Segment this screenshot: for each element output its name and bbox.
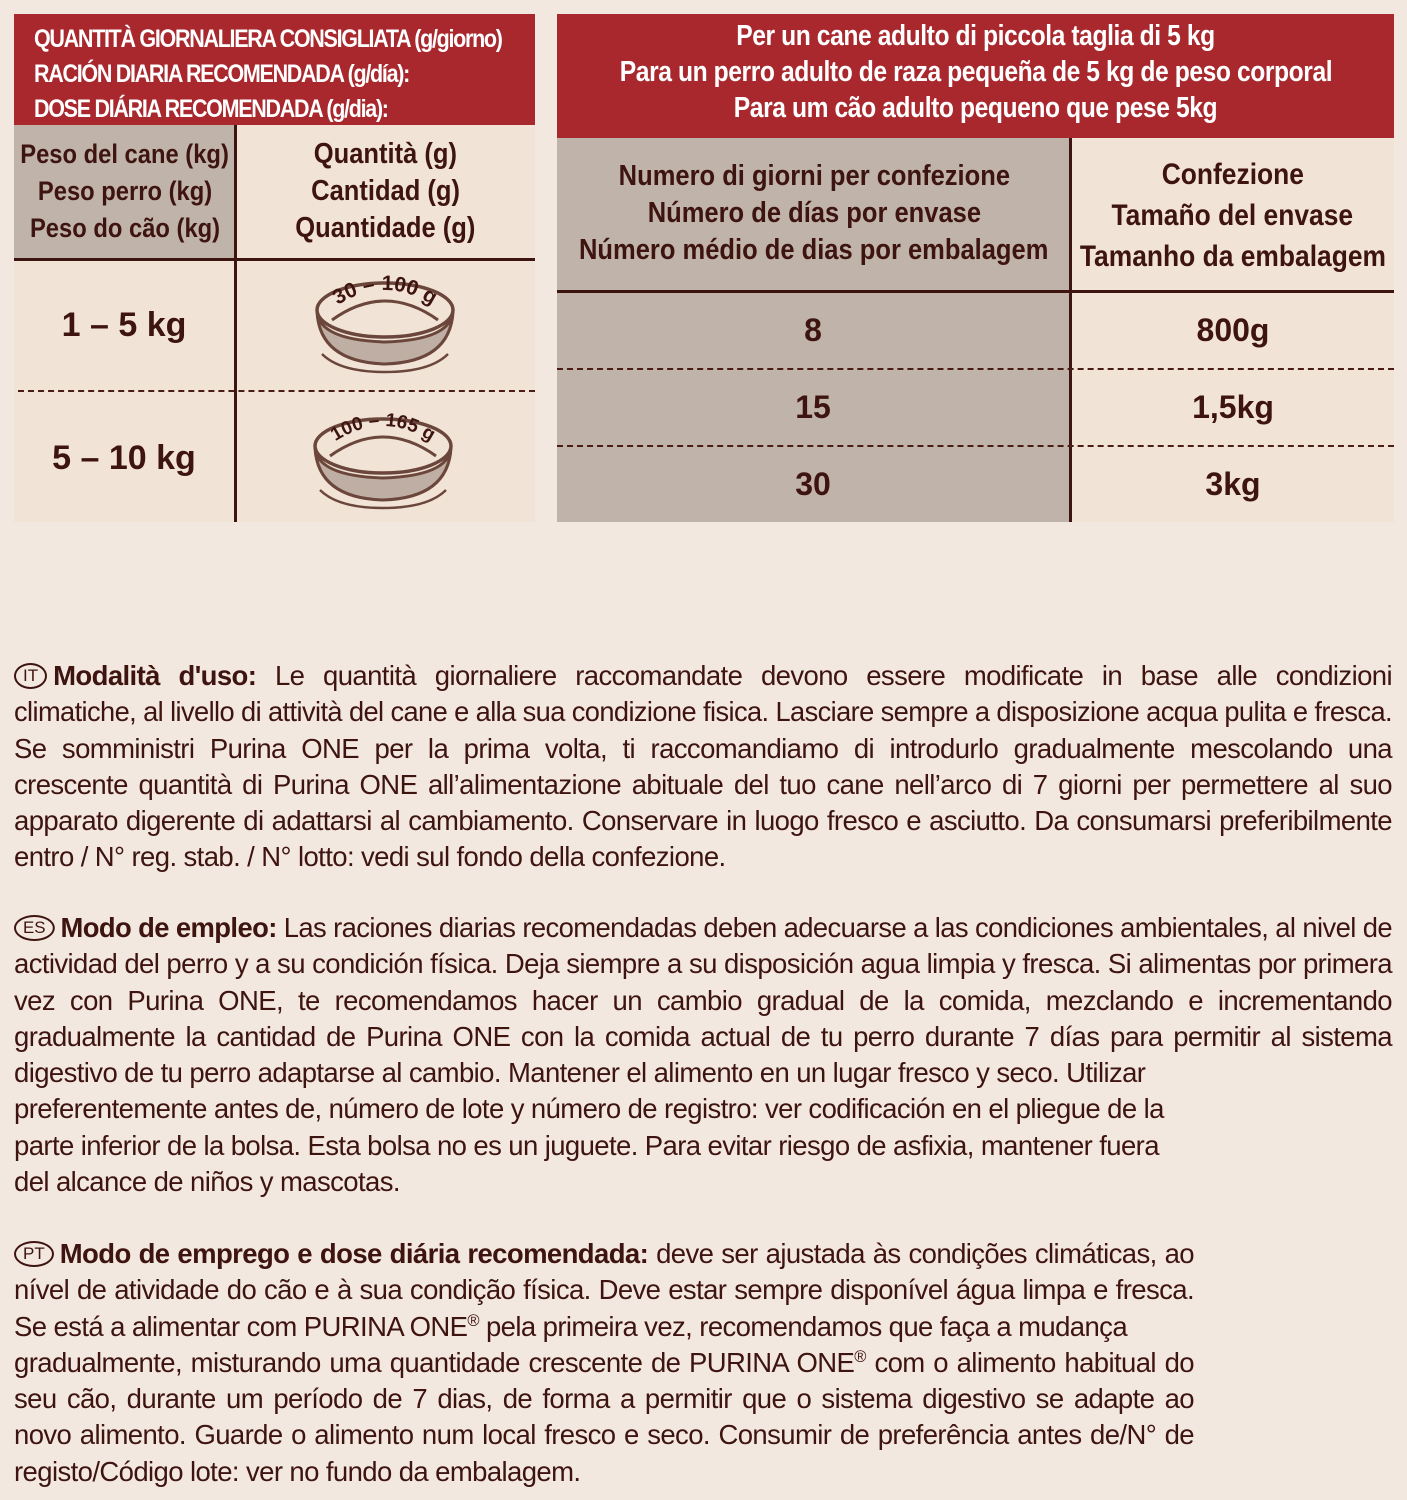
size-value-3: 3kg: [1205, 466, 1261, 502]
weight-column-header: [14, 125, 236, 258]
header-line: Número de días por envase: [647, 196, 981, 229]
header-line: Tamaño del envase: [1111, 198, 1354, 232]
section-it: [14, 658, 1392, 876]
language-badge-icon: ES: [14, 915, 55, 941]
days-value-2: 15: [795, 389, 831, 425]
size-column-header: [1071, 138, 1394, 292]
days-value-3: 30: [795, 466, 831, 502]
weight-range-2: 5 – 10 kg: [52, 438, 196, 477]
section-heading: Modo de empleo:: [60, 912, 277, 943]
header-divider: [14, 258, 535, 261]
title-line-pt: Para um cão adulto pequeno que pese 5kg: [733, 92, 1218, 124]
food-bowl-icon: [310, 272, 460, 382]
text-line: registo/Código lote: ver no fundo da embalagem.: [14, 1455, 581, 1487]
daily-ration-title: [14, 14, 535, 125]
size-value-1: 800g: [1196, 312, 1270, 348]
bowl-graphic: [308, 408, 458, 518]
bowl-amount-1: 30 – 100 g: [328, 272, 442, 310]
section-heading: Modo de emprego e dose diária recomendada:: [59, 1238, 649, 1269]
text-line: novo alimento. Guarde o alimento num local fresco e seco. Consumir de preferência antes de/N° de: [14, 1419, 1194, 1451]
section-text: Le quantità giornaliere raccomandate devono essere modificate in base alle condizioni: [256, 660, 1392, 691]
text-line: [14, 1236, 1194, 1272]
days-value-1: 8: [804, 312, 822, 348]
bowl-graphic: [310, 272, 460, 382]
title-line-es: RACIÓN DIARIA RECOMENDADA (g/día):: [34, 60, 409, 88]
header-line: Peso del cane (kg): [20, 139, 230, 169]
section-es: [14, 910, 1392, 1200]
amount-column-header: [236, 125, 535, 258]
column-divider: [234, 125, 237, 522]
bowl-amount-2: 100 – 165 g: [327, 409, 439, 446]
title-line-it: Per un cane adulto di piccola taglia di 5 kg: [736, 20, 1215, 52]
text-line: actividad del perro y a su condición física. Deja siempre a su disposición agua limpia y fresca. Si alimentas por primera: [14, 948, 1392, 980]
section-text: Las raciones diarias recomendadas deben adecuarse a las condiciones ambientales, al nivel de: [276, 912, 1393, 943]
section-pt: [14, 1236, 1392, 1490]
title-line-es: Para un perro adulto de raza pequeña de 5 kg de peso corporal: [619, 56, 1333, 88]
section-heading: Modalità d'uso:: [53, 660, 257, 691]
text-line: seu cão, durante um período de 7 dias, de forma a permitir que o sistema digestivo se adapte ao: [14, 1383, 1194, 1415]
text-line: Se está a alimentar com PURINA ONE® pela primeira vez, recomendamos que faça a mudança: [14, 1310, 1128, 1342]
days-column-header: [557, 138, 1071, 292]
text-line: del alcance de niños y mascotas.: [14, 1166, 400, 1198]
header-line: Número médio de dias por embalagem: [579, 233, 1049, 266]
weight-range-1: 1 – 5 kg: [61, 305, 187, 344]
text-line: [14, 910, 1392, 946]
text-line: [14, 658, 1392, 694]
title-line-pt: DOSE DIÁRIA RECOMENDADA (g/dia):: [34, 95, 388, 123]
text-line: gradualmente, misturando uma quantidade crescente de PURINA ONE® com o alimento habitual do: [14, 1346, 1194, 1378]
header-line: Peso do cão (kg): [29, 213, 221, 243]
row-divider: [18, 390, 535, 392]
text-line: crescente quantità di Purina ONE all’alimentazione abituale del tuo cane nell’arco di 7 giorni per permettere al suo: [14, 768, 1392, 800]
text-line: climatiche, al livello di attività del cane e alla sua condizione fisica. Lasciare sempre a disposizione acqua pulita e fresca.: [14, 696, 1392, 728]
text-line: preferentemente antes de, número de lote y número de registro: ver codificación en el pliegue de la: [14, 1093, 1164, 1125]
text-line: nível de atividade do cão e à sua condição física. Deve estar sempre disponível água limpa e fresca.: [14, 1274, 1194, 1306]
header-line: Tamanho da embalagem: [1079, 239, 1386, 273]
header-line: Confezione: [1161, 157, 1304, 191]
size-value-2: 1,5kg: [1192, 389, 1274, 425]
header-line: Numero di giorni per confezione: [618, 159, 1010, 192]
language-badge-icon: PT: [14, 1241, 54, 1267]
text-line: Se somministri Purina ONE per la prima volta, ti raccomandiamo di introdurlo gradualmente mescolando una: [14, 732, 1392, 764]
header-line: Peso perro (kg): [37, 176, 213, 206]
food-bowl-icon: [308, 408, 458, 518]
section-text: deve ser ajustada às condições climáticas, ao: [648, 1238, 1194, 1269]
header-line: Cantidad (g): [311, 175, 460, 207]
header-line: Quantidade (g): [295, 212, 476, 244]
text-line: gradualmente la cantidad de Purina ONE con la comida actual de tu perro durante 7 días para permitir al sistema: [14, 1020, 1392, 1052]
title-line-it: QUANTITÀ GIORNALIERA CONSIGLIATA (g/giorno): [34, 25, 502, 53]
language-badge-icon: IT: [14, 663, 47, 689]
text-line: apparato digerente di adattarsi al cambiamento. Conservare in luogo fresco e asciutto. Da consumarsi preferibilmente: [14, 805, 1392, 837]
header-line: Quantità (g): [313, 138, 458, 170]
text-line: entro / N° reg. stab. / N° lotto: vedi sul fondo della confezione.: [14, 841, 726, 873]
text-line: parte inferior de la bolsa. Esta bolsa no es un juguete. Para evitar riesgo de asfixia, mantener fuera: [14, 1129, 1159, 1161]
text-line: digestivo de tu perro adaptarse al cambio. Mantener el alimento en un lugar fresco y seco. Utilizar: [14, 1057, 1146, 1089]
text-line: vez con Purina ONE, te recomendamos hacer un cambio gradual de la comida, mezclando e incrementando: [14, 984, 1392, 1016]
package-duration-title: [557, 14, 1394, 138]
